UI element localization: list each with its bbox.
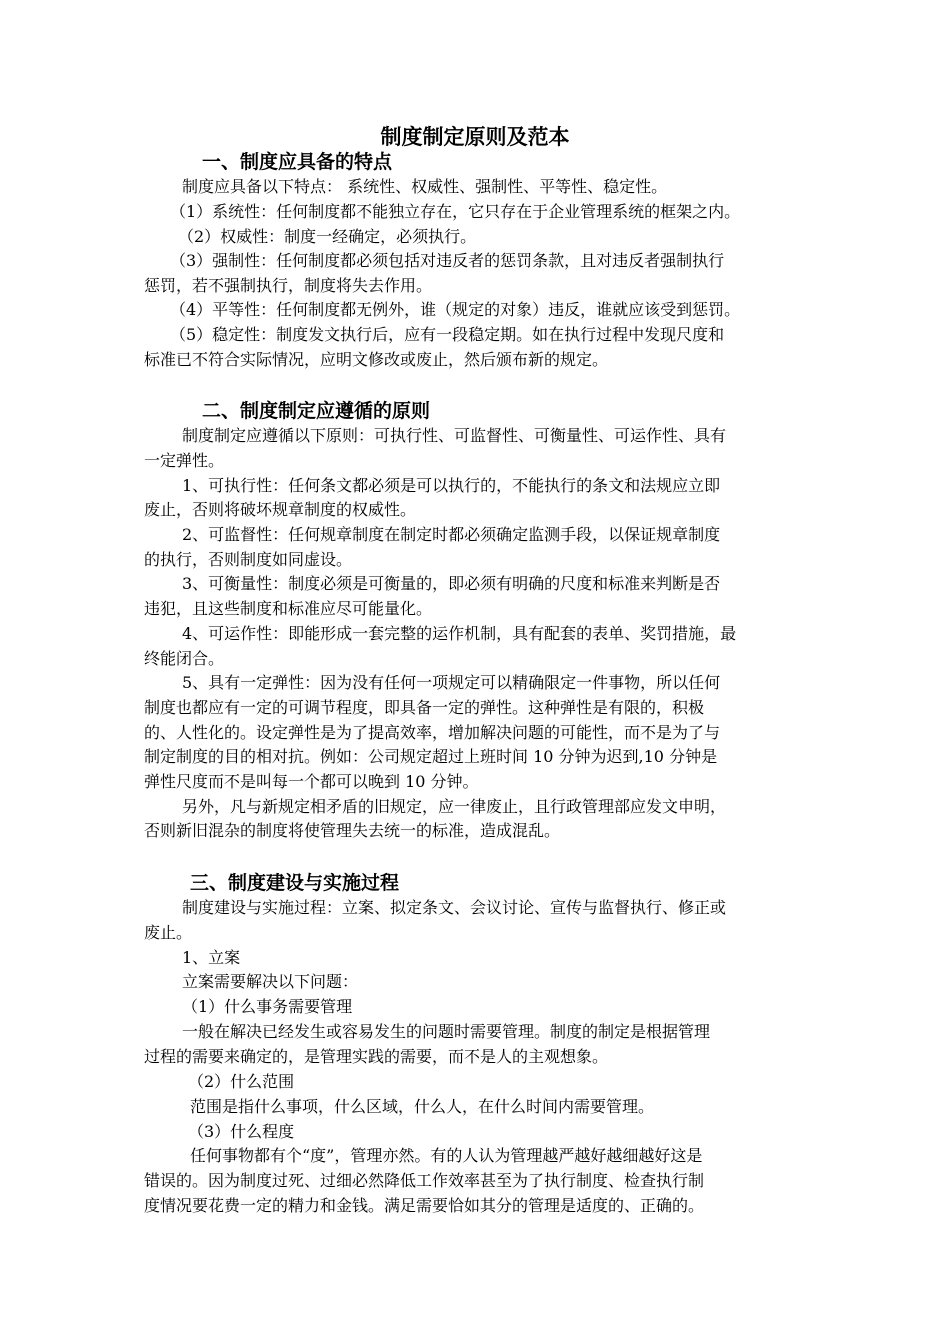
paragraph: （1）系统性：任何制度都不能独立存在，它只存在于企业管理系统的框架之内。 [170,202,741,221]
paragraph: 制度应具备以下特点： 系统性、权威性、强制性、平等性、稳定性。 [182,177,668,196]
paragraph: （3）什么程度 [188,1122,295,1141]
paragraph: 一般在解决已经发生或容易发生的问题时需要管理。制度的制定是根据管理 [182,1022,711,1041]
paragraph: 弹性尺度而不是叫每一个都可以晚到 10 分钟。 [144,772,479,791]
paragraph: （2）什么范围 [188,1072,295,1091]
paragraph: 否则新旧混杂的制度将使管理失去统一的标准，造成混乱。 [144,821,561,840]
paragraph: 另外，凡与新规定相矛盾的旧规定，应一律废止，且行政管理部应发文申明， [182,797,727,816]
paragraph: 的、人性化的。设定弹性是为了提高效率，增加解决问题的可能性，而不是为了与 [144,723,721,742]
paragraph: 1、可执行性：任何条文都必须是可以执行的，不能执行的条文和法规应立即 [182,476,721,495]
paragraph: 范围是指什么事项，什么区域，什么人，在什么时间内需要管理。 [190,1097,655,1116]
paragraph: 的执行，否则制度如同虚设。 [144,550,353,569]
paragraph: 惩罚，若不强制执行，制度将失去作用。 [144,276,433,295]
paragraph: 一定弹性。 [144,451,225,470]
paragraph: 废止。 [144,923,193,942]
paragraph: 1、立案 [182,948,241,967]
paragraph: 制度建设与实施过程：立案、拟定条文、会议讨论、宣传与监督执行、修正或 [182,898,727,917]
paragraph: 3、可衡量性：制度必须是可衡量的，即必须有明确的尺度和标准来判断是否 [182,574,721,593]
paragraph: 终能闭合。 [144,649,225,668]
paragraph: 立案需要解决以下问题： [182,972,359,991]
paragraph: 5、具有一定弹性：因为没有任何一项规定可以精确限定一件事物，所以任何 [182,673,721,692]
paragraph: 制度制定应遵循以下原则：可执行性、可监督性、可衡量性、可运作性、具有 [182,426,727,445]
section-1-heading: 一、制度应具备的特点 [202,151,393,173]
paragraph: （2）权威性：制度一经确定，必须执行。 [178,227,477,246]
paragraph: 制定制度的目的相对抗。例如：公司规定超过上班时间 10 分钟为迟到,10 分钟是 [144,747,718,766]
paragraph: （1）什么事务需要管理 [182,997,353,1016]
paragraph: 废止，否则将破坏规章制度的权威性。 [144,500,417,519]
section-3-heading: 三、制度建设与实施过程 [190,872,400,894]
paragraph: 违犯，且这些制度和标准应尽可能量化。 [144,599,433,618]
paragraph: 任何事物都有个“度”，管理亦然。有的人认为管理越严越好越细越好这是 [190,1146,703,1165]
paragraph: 2、可监督性：任何规章制度在制定时都必须确定监测手段，以保证规章制度 [182,525,721,544]
paragraph: 过程的需要来确定的，是管理实践的需要，而不是人的主观想象。 [144,1047,609,1066]
paragraph: 度情况要花费一定的精力和金钱。满足需要恰如其分的管理是适度的、正确的。 [144,1196,705,1215]
section-2-heading: 二、制度制定应遵循的原则 [202,400,431,422]
paragraph: 标准已不符合实际情况，应明文修改或废止，然后颁布新的规定。 [144,350,609,369]
document-title: 制度制定原则及范本 [380,125,570,149]
paragraph: （4）平等性：任何制度都无例外，谁（规定的对象）违反，谁就应该受到惩罚。 [170,300,741,319]
paragraph: （5）稳定性：制度发文执行后，应有一段稳定期。如在执行过程中发现尺度和 [170,325,725,344]
paragraph: 4、可运作性：即能形成一套完整的运作机制，具有配套的表单、奖罚措施，最 [182,624,737,643]
paragraph: （3）强制性：任何制度都必须包括对违反者的惩罚条款，且对违反者强制执行 [170,251,725,270]
paragraph: 错误的。因为制度过死、过细必然降低工作效率甚至为了执行制度、检查执行制 [144,1171,705,1190]
paragraph: 制度也都应有一定的可调节程度，即具备一定的弹性。这种弹性是有限的，积极 [144,698,705,717]
